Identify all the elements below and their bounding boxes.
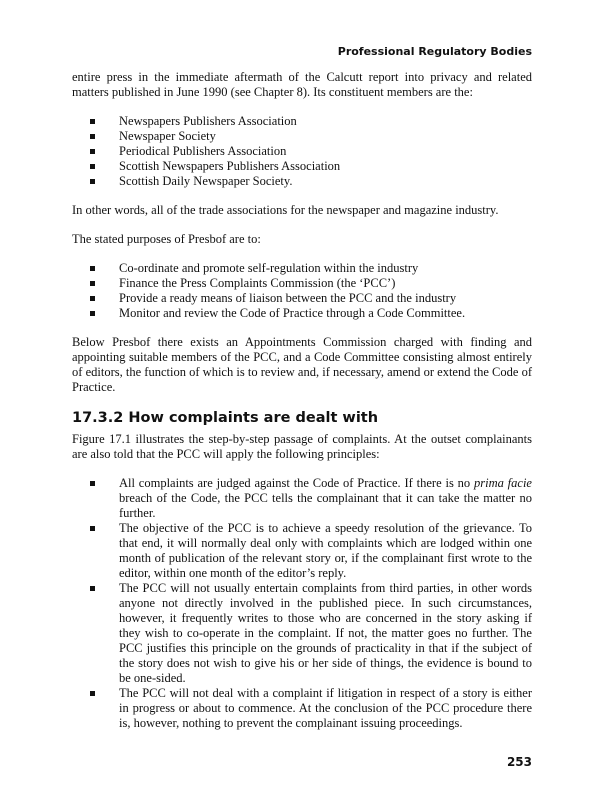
running-head: Professional Regulatory Bodies: [337, 45, 532, 58]
purposes-list: [72, 261, 532, 321]
list-item: Newspapers Publishers Association: [119, 114, 532, 129]
list-item: Scottish Newspapers Publishers Association: [119, 159, 532, 174]
section-heading: 17.3.2 How complaints are dealt with: [72, 410, 379, 426]
principle-text: breach of the Code, the PCC tells the complainant that it can take the matter no further.: [119, 491, 532, 520]
principle-text: All complaints are judged against the Code of Practice. If there is no: [119, 476, 474, 490]
list-item: Periodical Publishers Association: [119, 144, 532, 159]
list-item: Provide a ready means of liaison between the PCC and the industry: [119, 291, 532, 306]
list-item: Newspaper Society: [119, 129, 532, 144]
other-words-paragraph: In other words, all of the trade associations for the newspaper and magazine industry.: [72, 203, 499, 217]
principle-emphasis: prima facie: [473, 476, 532, 490]
page-number: 253: [506, 755, 532, 769]
list-item: Co-ordinate and promote self-regulation within the industry: [119, 261, 532, 276]
purposes-paragraph: The stated purposes of Presbof are to:: [72, 232, 261, 246]
page-body: [72, 70, 532, 731]
list-item: Scottish Daily Newspaper Society.: [119, 174, 532, 189]
principles-list: [72, 476, 532, 731]
list-item: [119, 476, 532, 521]
list-item: The PCC will not deal with a complaint if litigation in respect of a story is either in progress or about to commence. At the conclusion of the PCC procedure there is, however, nothing to prevent the complainant issuing proceedings.: [119, 686, 532, 730]
list-item: Monitor and review the Code of Practice through a Code Committee.: [119, 306, 532, 321]
list-item: Finance the Press Complaints Commission (the ‘PCC’): [119, 276, 532, 291]
figure-paragraph: Figure 17.1 illustrates the step-by-step passage of complaints. At the outset complainants are also told that the PCC will apply the following principles:: [72, 432, 532, 461]
list-item: The objective of the PCC is to achieve a speedy resolution of the grievance. To that end, it will normally deal only with complaints which are lodged within one month of publication of the relevant story or, if the complainant first wrote to the editor, within one month of the editor’s reply.: [119, 521, 532, 580]
intro-paragraph: entire press in the immediate aftermath of the Calcutt report into privacy and related matters published in June 1990 (see Chapter 8). Its constituent members are the:: [72, 70, 532, 99]
list-item: The PCC will not usually entertain complaints from third parties, in other words anyone not directly involved in the published piece. In such circumstances, however, it frequently writes to those who are concerned in the story asking if they wish to co-operate in the complaint. If not, the matter goes no further. The PCC justifies this principle on the grounds of practicality in that if the subject of the story does not wish to give his or her side of things, the evidence is bound to be one-sided.: [119, 581, 532, 685]
members-list: [72, 114, 532, 189]
below-presbof-paragraph: Below Presbof there exists an Appointments Commission charged with finding and appointing suitable members of the PCC, and a Code Committee consisting almost entirely of editors, the function of which is to review and, if necessary, amend or extend the Code of Practice.: [72, 335, 532, 394]
